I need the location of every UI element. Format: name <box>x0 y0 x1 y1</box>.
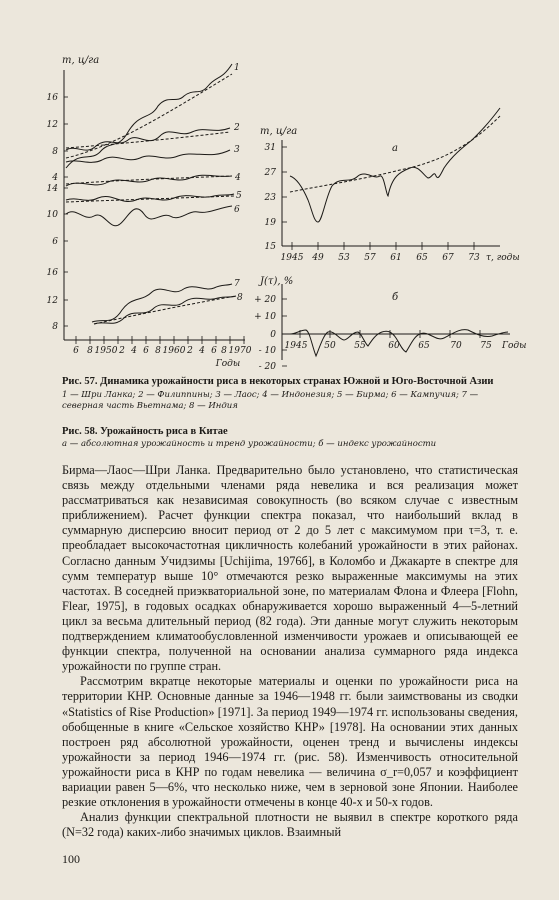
svg-text:10: 10 <box>46 210 58 220</box>
svg-text:6: 6 <box>211 346 217 356</box>
svg-text:1945: 1945 <box>280 253 304 263</box>
svg-text:31: 31 <box>264 143 276 153</box>
svg-text:6: 6 <box>73 346 79 356</box>
svg-text:16: 16 <box>46 93 58 103</box>
fig57-title: Рис. 57. Динамика урожайности риса в некоторых странах Южной и Юго-Восточной Азии <box>62 376 494 387</box>
fig57-curve-6 <box>66 206 232 226</box>
svg-text:55: 55 <box>354 341 366 351</box>
fig57-curve-7 <box>92 284 232 322</box>
fig58-title: Рис. 58. Урожайность риса в Китае <box>62 426 228 437</box>
svg-text:- 20: - 20 <box>258 362 276 372</box>
svg-text:8: 8 <box>87 346 93 356</box>
svg-text:1: 1 <box>234 63 240 73</box>
svg-text:60: 60 <box>388 341 400 351</box>
svg-text:27: 27 <box>264 168 276 178</box>
svg-text:14: 14 <box>46 184 58 194</box>
svg-text:4: 4 <box>131 346 137 356</box>
svg-text:19: 19 <box>264 218 276 228</box>
svg-text:65: 65 <box>418 341 430 351</box>
fig57-axis-label: m, ц/га <box>62 55 100 66</box>
svg-text:+ 20: + 20 <box>254 295 276 305</box>
svg-text:1950: 1950 <box>94 346 118 356</box>
svg-text:4: 4 <box>52 173 58 183</box>
svg-text:73: 73 <box>468 253 480 263</box>
svg-text:12: 12 <box>46 296 58 306</box>
svg-text:3: 3 <box>234 145 240 155</box>
svg-text:23: 23 <box>264 193 276 203</box>
svg-text:1945: 1945 <box>284 341 308 351</box>
fig57-curve-1 <box>66 64 232 168</box>
svg-text:6: 6 <box>143 346 149 356</box>
svg-text:0: 0 <box>270 330 276 340</box>
body-text <box>62 463 518 840</box>
svg-text:+ 10: + 10 <box>254 312 276 322</box>
svg-text:Годы: Годы <box>502 341 527 351</box>
svg-text:4: 4 <box>199 346 205 356</box>
svg-text:8: 8 <box>237 293 243 303</box>
fig57-legend: 1 — Шри Ланка; 2 — Филиппины; 3 — Лаос; 4 — Индонезия; 5 — Бирма; 6 — Кампучия; 7 — северная часть Вьетнама; 8 — Индия <box>62 390 479 411</box>
figures-57-58 <box>0 0 559 380</box>
svg-text:70: 70 <box>450 341 462 351</box>
svg-text:8: 8 <box>52 322 58 332</box>
svg-text:65: 65 <box>416 253 428 263</box>
svg-text:5: 5 <box>236 191 242 201</box>
svg-text:б: б <box>392 292 399 303</box>
svg-text:- 10: - 10 <box>258 346 276 356</box>
paragraph-3: Анализ функции спектральной плотности не выявил в спектре короткого ряда (N=32 года) каких-либо значимых циклов. Взаимный <box>62 810 518 840</box>
fig58-caption <box>62 426 517 450</box>
fig57-curve-5 <box>66 194 234 202</box>
svg-text:1960: 1960 <box>162 346 186 356</box>
svg-text:8: 8 <box>221 346 227 356</box>
svg-text:Годы: Годы <box>215 359 241 369</box>
fig57-curve-2 <box>66 128 230 150</box>
svg-text:m, ц/га: m, ц/га <box>260 126 298 137</box>
fig58a-yield-curve <box>290 108 500 222</box>
svg-text:53: 53 <box>338 253 350 263</box>
svg-text:16: 16 <box>46 268 58 278</box>
svg-text:6: 6 <box>52 237 58 247</box>
svg-text:67: 67 <box>442 253 454 263</box>
paragraph-2: Рассмотрим вкратце некоторые материалы и оценки по урожайности риса на территории КНР. Основные данные за 1946—1948 гг. были заимствованы из сводки «Statistics of Rise Production» [1971]. За период 1949—1974 гг. использованы сведения, обобщенные в книге «Сельское хозяйство КНР» [1978]. На основании этих данных построен ряд абсолютной урожайности, оценен тренд и вычислены индексы урожайности за период 1946—1974 гг. (рис. 58). Изменчивость относительной урожайности риса в КНР по годам невелика — величина σ_r=0,057 и коэффициент вариации равен 5—6%, что несколько ниже, чем в зерновой зоне Японии. Наиболее резкие отклонения в урожайности отмечены в конце 40-х и 50-х годов. <box>62 674 518 810</box>
svg-text:2: 2 <box>119 346 125 356</box>
paragraph-1: Бирма—Лаос—Шри Ланка. Предварительно было установлено, что статистическая связь между отдельными членами ряда невелика и вся реализация может рассматриваться как независимая совокупность (во всяком случае с известным приближением). Расчет функции спектра показал, что наибольший вклад в суммарную дисперсию вносит период от 2 до 5 лет с максимумом при τ=3, т. е. преобладает высокочастотная цикличность колебаний урожайности в этих районах. Согласно данным Учидзимы [Uchijima, 1976б], в Коломбо и Джакарте в спектре для сумм температур выше 10° отмечаются резко выраженные максимумы на этих частотах. В соседней приэкваториальной зоне, по материалам Флона и Флеера [Flohn, Flear, 1975], в годовых осадках обнаруживается хорошо выраженный 4—5-летний цикл за весьма длительный период (82 года). Эти данные могут служить некоторым подтверждением климатообусловленной изменчивости урожаев и описывающей ее функции спектра, полученной на основании анализа суммарного ряда индекса урожайности по группе стран. <box>62 463 518 674</box>
svg-text:15: 15 <box>264 242 276 252</box>
fig58a-trend <box>290 116 500 192</box>
svg-text:2: 2 <box>234 123 240 133</box>
svg-text:12: 12 <box>46 120 58 130</box>
svg-text:75: 75 <box>480 341 492 351</box>
svg-text:8: 8 <box>155 346 161 356</box>
page-number: 100 <box>62 852 80 866</box>
svg-text:50: 50 <box>324 341 336 351</box>
svg-text:а: а <box>392 143 398 154</box>
svg-text:6: 6 <box>234 205 240 215</box>
svg-text:49: 49 <box>312 253 324 263</box>
svg-text:τ, годы: τ, годы <box>486 253 520 263</box>
svg-text:61: 61 <box>390 253 402 263</box>
svg-text:2: 2 <box>187 346 193 356</box>
fig57-caption <box>62 376 517 412</box>
svg-text:J(τ), %: J(τ), % <box>260 276 294 287</box>
svg-text:1970: 1970 <box>228 346 252 356</box>
svg-text:8: 8 <box>52 147 58 157</box>
svg-text:4: 4 <box>235 173 241 183</box>
svg-text:57: 57 <box>364 253 376 263</box>
fig58-legend: а — абсолютная урожайность и тренд урожайности; б — индекс урожайности <box>62 439 437 449</box>
svg-text:7: 7 <box>234 279 240 289</box>
